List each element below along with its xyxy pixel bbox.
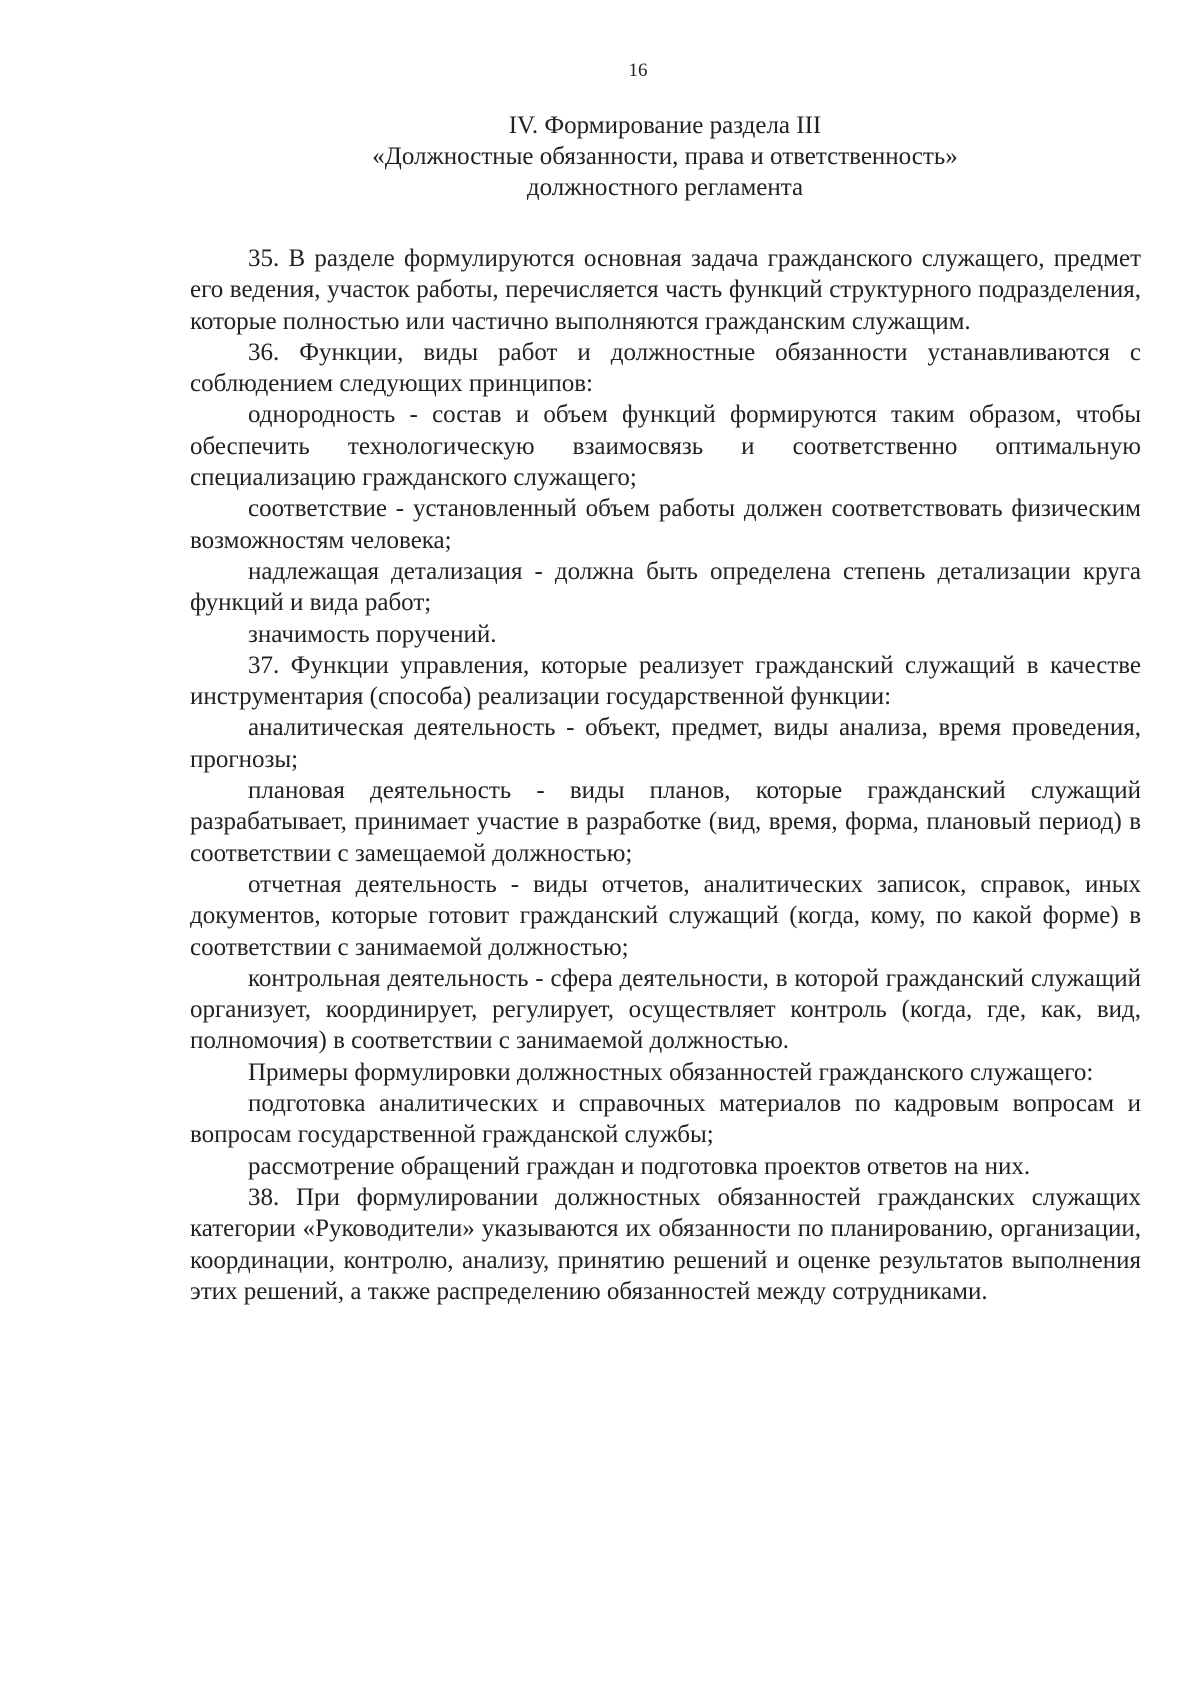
paragraph-35: 35. В разделе формулируются основная задача гражданского служащего, предмет его ведения, участок работы, перечисляется часть функций структурного подразделения, которые полностью или частично выполняются гражданским служащим.: [190, 245, 1141, 335]
body-text: [190, 243, 1141, 1307]
example-analytical-materials: подготовка аналитических и справочных материалов по кадровым вопросам и вопросам государственной гражданской службы;: [190, 1090, 1141, 1149]
principle-significance: значимость поручений.: [248, 620, 497, 648]
section-heading: [190, 110, 1140, 203]
function-reporting: отчетная деятельность - виды отчетов, аналитических записок, справок, иных документов, которые готовит гражданский служащий (когда, кому, по какой форме) в соответствии с занимаемой должностью;: [190, 870, 1141, 961]
paragraph-37: 37. Функции управления, которые реализует гражданский служащий в качестве инструментария (способа) реализации государственной функции:: [190, 651, 1141, 711]
examples-intro: Примеры формулировки должностных обязанностей гражданского служащего:: [248, 1058, 1094, 1086]
heading-line-3: должностного регламента: [526, 174, 804, 201]
function-control: контрольная деятельность - сфера деятельности, в которой гражданский служащий организует, координирует, регулирует, осуществляет контроль (когда, где, как, вид, полномочия) в соответствии с занимаемой должностью.: [190, 964, 1141, 1055]
heading-line-1: IV. Формирование раздела III: [508, 112, 822, 139]
page-number: 16: [628, 60, 648, 81]
function-planning: плановая деятельность - виды планов, которые гражданский служащий разрабатывает, принимает участие в разработке (вид, время, форма, плановый период) в соответствии с замещаемой должностью;: [190, 777, 1141, 867]
principle-homogeneity: однородность - состав и объем функций формируются таким образом, чтобы обеспечить технологическую взаимосвязь и соответственно оптимальную специализацию гражданского служащего;: [190, 401, 1141, 492]
example-citizen-appeals: рассмотрение обращений граждан и подготовка проектов ответов на них.: [248, 1152, 1031, 1180]
function-analytical: аналитическая деятельность - объект, предмет, виды анализа, время проведения, прогнозы;: [190, 714, 1141, 773]
paragraph-36: 36. Функции, виды работ и должностные обязанности устанавливаются с соблюдением следующих принципов:: [190, 338, 1141, 398]
principle-correspondence: соответствие - установленный объем работы должен соответствовать физическим возможностям человека;: [190, 495, 1141, 554]
paragraph-38: 38. При формулировании должностных обязанностей гражданских служащих категории «Руководители» указываются их обязанности по планированию, организации, координации, контролю, анализу, принятию решений и оценке результатов выполнения этих решений, а также распределению обязанностей между сотрудниками.: [190, 1183, 1141, 1305]
principle-detailing: надлежащая детализация - должна быть определена степень детализации круга функций и вида работ;: [190, 557, 1141, 617]
heading-line-2: «Должностные обязанности, права и ответственность»: [372, 143, 958, 170]
